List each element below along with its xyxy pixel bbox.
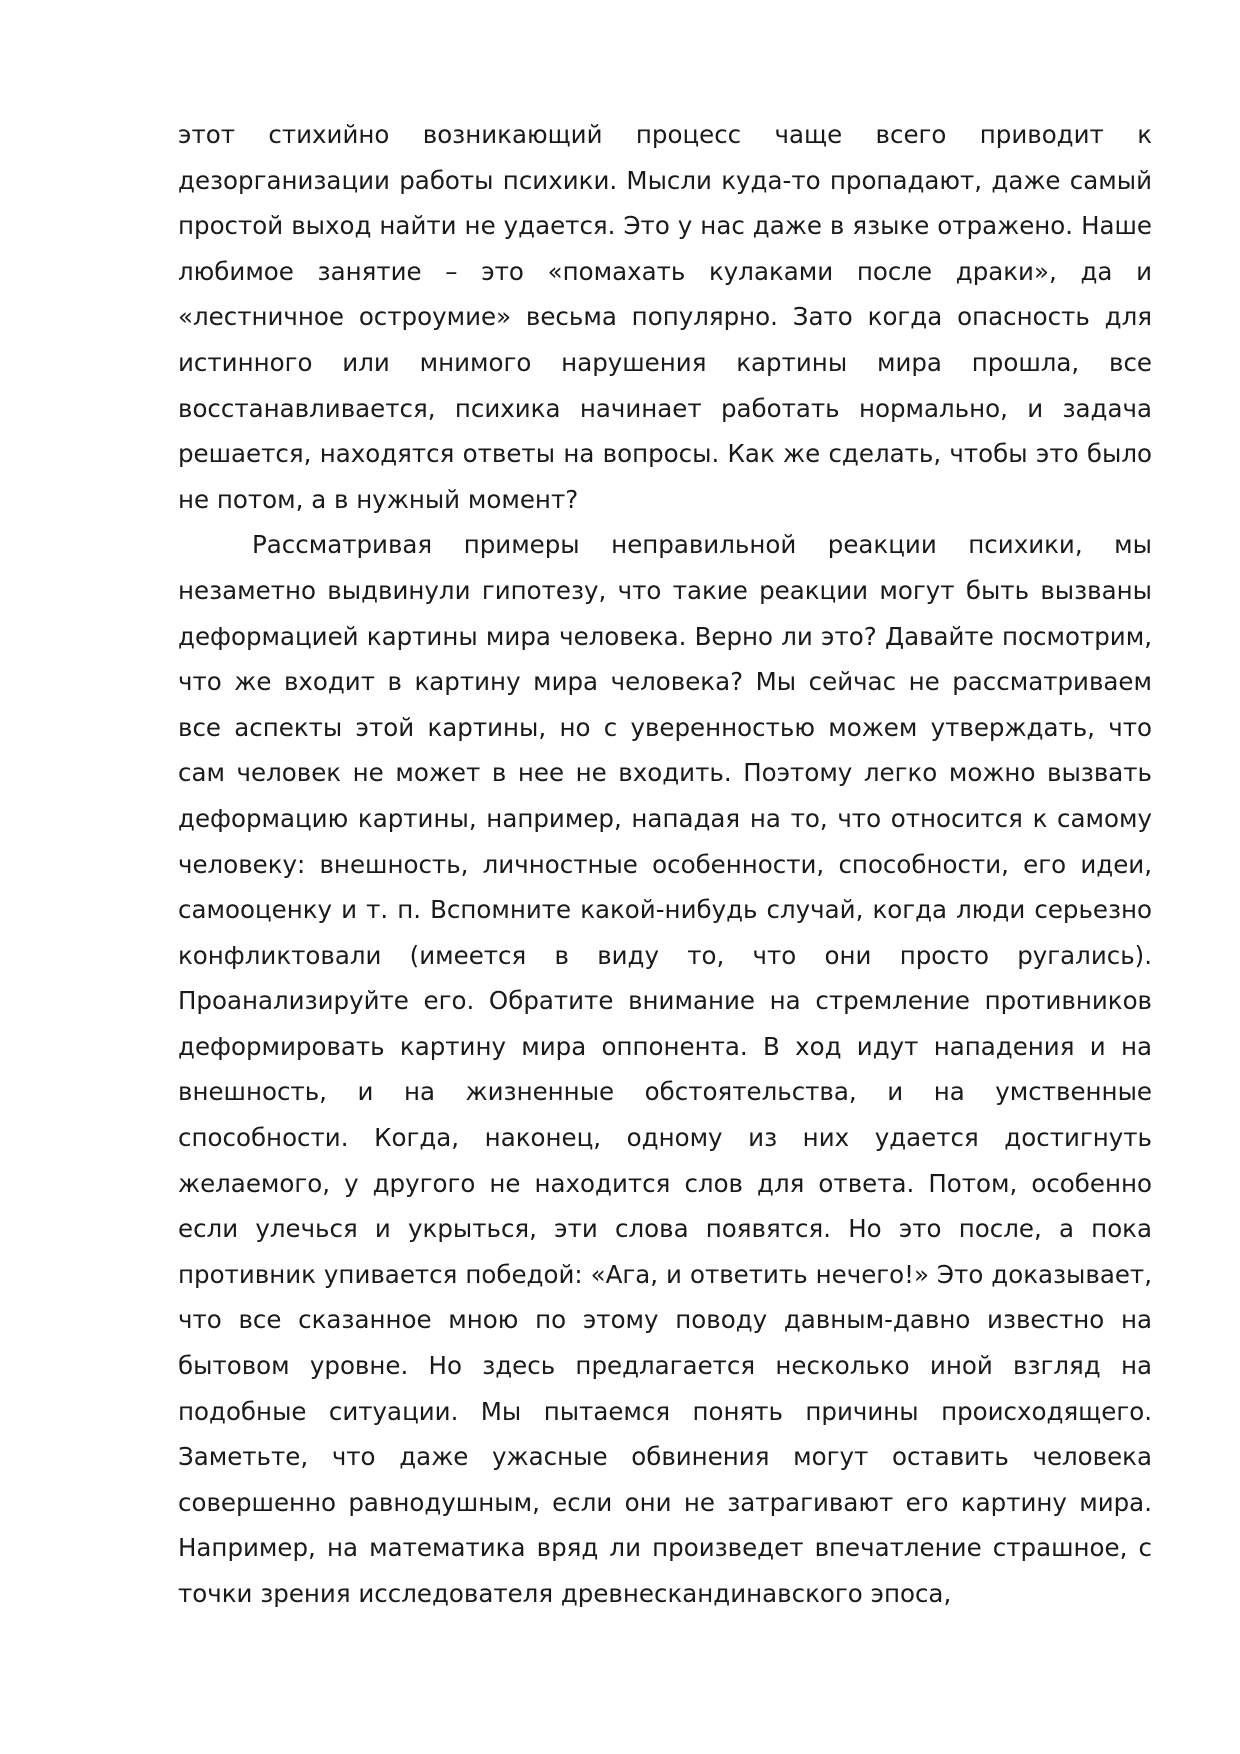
paragraph-main: Рассматривая примеры неправильной реакции психики, мы незаметно выдвинули гипотезу, что такие реакции могут быть вызваны деформацией картины мира человека. Верно ли это? Давайте посмотрим, что же входит в картину мира человека? Мы сейчас не рассматриваем все аспекты этой картины, но с уверенностью можем утверждать, что сам человек не может в нее не входить. Поэтому легко можно вызвать деформацию картины, например, нападая на то, что относится к самому человеку: внешность, личностные особенности, способности, его идеи, самооценку и т. п. Вспомните какой-нибудь случай, когда люди серьезно конфликтовали (имеется в виду то, что они просто ругались). Проанализируйте его. Обратите внимание на стремление противников деформировать картину мира оппонента. В ход идут нападения и на внешность, и на жизненные обстоятельства, и на умственные способности. Когда, наконец, одному из них удается достигнуть желаемого, у другого не находится слов для ответа. Потом, особенно если улечься и укрыться, эти слова появятся. Но это после, а пока противник упивается победой: «Ага, и ответить нечего!» Это доказывает, что все сказанное мною по этому поводу давным-давно известно на бытовом уровне. Но здесь предлагается несколько иной взгляд на подобные ситуации. Мы пытаемся понять причины происходящего. Заметьте, что даже ужасные обвинения могут оставить человека совершенно равнодушным, если они не затрагивают его картину мира. Например, на математика вряд ли произведет впечатление страшное, с точки зрения исследователя древнескандинавского эпоса,	[178, 530, 1152, 1608]
body-text	[178, 112, 1152, 1617]
paragraph-continued: этот стихийно возникающий процесс чаще всего приводит к дезорганизации работы психики. Мысли куда-то пропадают, даже самый простой выход найти не удается. Это у нас даже в языке отражено. Наше любимое занятие – это «помахать кулаками после драки», да и «лестничное остроумие» весьма популярно. Зато когда опасность для истинного или мнимого нарушения картины мира прошла, все восстанавливается, психика начинает работать нормально, и задача решается, находятся ответы на вопросы. Как же сделать, чтобы это было не потом, а в нужный момент?	[178, 120, 1152, 514]
